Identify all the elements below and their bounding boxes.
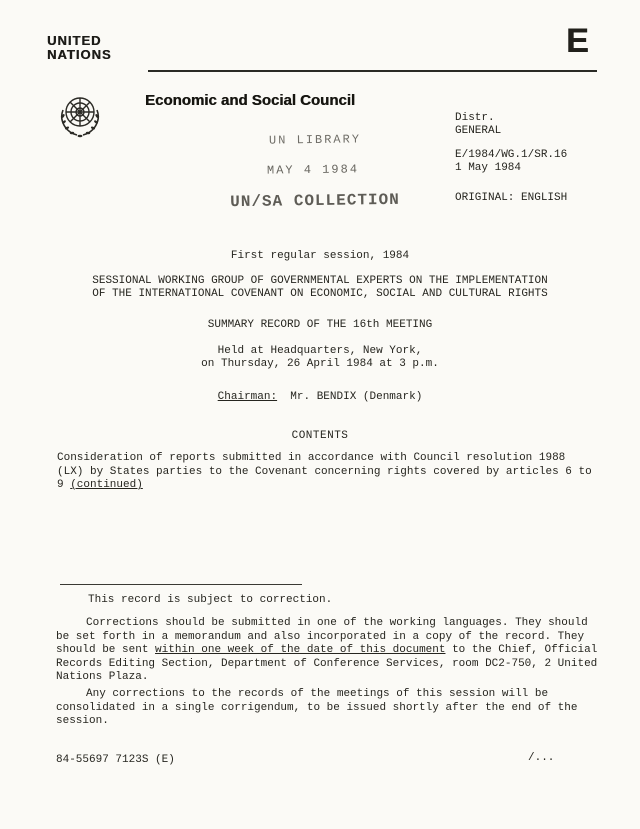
corrections-text-before: Corrections should be submitted in one of the working languages. They should be set forth in a memorandum and also incorporated in a copy of the record. They should be sent <box>56 617 588 656</box>
corrigendum-paragraph: Any corrections to the records of the meetings of this session will be consolidated in a single corrigendum, to be issued shortly after the end of the session. <box>56 688 578 727</box>
org-name <box>47 34 112 62</box>
summary-record-line: SUMMARY RECORD OF THE 16th MEETING <box>207 319 433 331</box>
library-stamp-line1: UN LIBRARY <box>268 132 362 148</box>
contents-heading: CONTENTS <box>291 430 349 442</box>
chairman-line <box>0 391 640 404</box>
distribution-block <box>455 112 501 137</box>
continuation-mark: /... <box>528 752 555 764</box>
un-emblem-icon <box>55 90 105 142</box>
session-line: First regular session, 1984 <box>230 250 410 262</box>
org-name-line1: UNITED <box>47 33 102 48</box>
working-group-line1: SESSIONAL WORKING GROUP OF GOVERNMENTAL EXPERTS ON THE IMPLEMENTATION <box>92 275 548 287</box>
working-group-line2: OF THE INTERNATIONAL COVENANT ON ECONOMIC, SOCIAL AND CULTURAL RIGHTS <box>92 287 548 300</box>
chairman-value: Mr. BENDIX (Denmark) <box>277 391 423 403</box>
working-group-heading <box>0 275 640 300</box>
document-id: 84-55697 7123S (E) <box>56 754 175 766</box>
document-series-letter: E <box>566 22 589 60</box>
correction-note: This record is subject to correction. <box>88 594 333 606</box>
library-stamp-collection: UN/SA COLLECTION <box>230 190 400 212</box>
meeting-location <box>0 345 640 370</box>
contents-continued: (continued) <box>70 479 143 491</box>
document-date: 1 May 1984 <box>455 161 522 174</box>
footnote-rule <box>60 584 302 585</box>
corrections-deadline: within one week of the date of this document <box>155 644 446 656</box>
held-line2: on Thursday, 26 April 1984 at 3 p.m. <box>201 357 439 370</box>
distr-value: GENERAL <box>455 124 502 137</box>
document-symbol: E/1984/WG.1/SR.16 <box>455 149 568 161</box>
header-rule <box>148 70 597 72</box>
original-language: ORIGINAL: ENGLISH <box>455 192 568 204</box>
library-stamp-date: MAY 4 1984 <box>266 162 360 178</box>
symbol-block <box>455 149 567 174</box>
contents-paragraph <box>57 452 597 493</box>
corrections-text-after: to the Chief, Official Records Editing Section, Department of Conference Services, room DC2-750, 2 United Nations Plaza. <box>56 644 598 683</box>
held-line1: Held at Headquarters, New York, <box>217 345 423 357</box>
council-title: Economic and Social Council <box>145 92 356 109</box>
corrections-paragraph <box>56 617 601 685</box>
contents-text: Consideration of reports submitted in accordance with Council resolution 1988 (LX) by States parties to the Covenant concerning rights covered by articles 6 to 9 <box>57 452 592 491</box>
org-name-line2: NATIONS <box>47 47 112 62</box>
distr-label: Distr. <box>455 112 495 124</box>
chairman-label: Chairman: <box>217 391 278 403</box>
